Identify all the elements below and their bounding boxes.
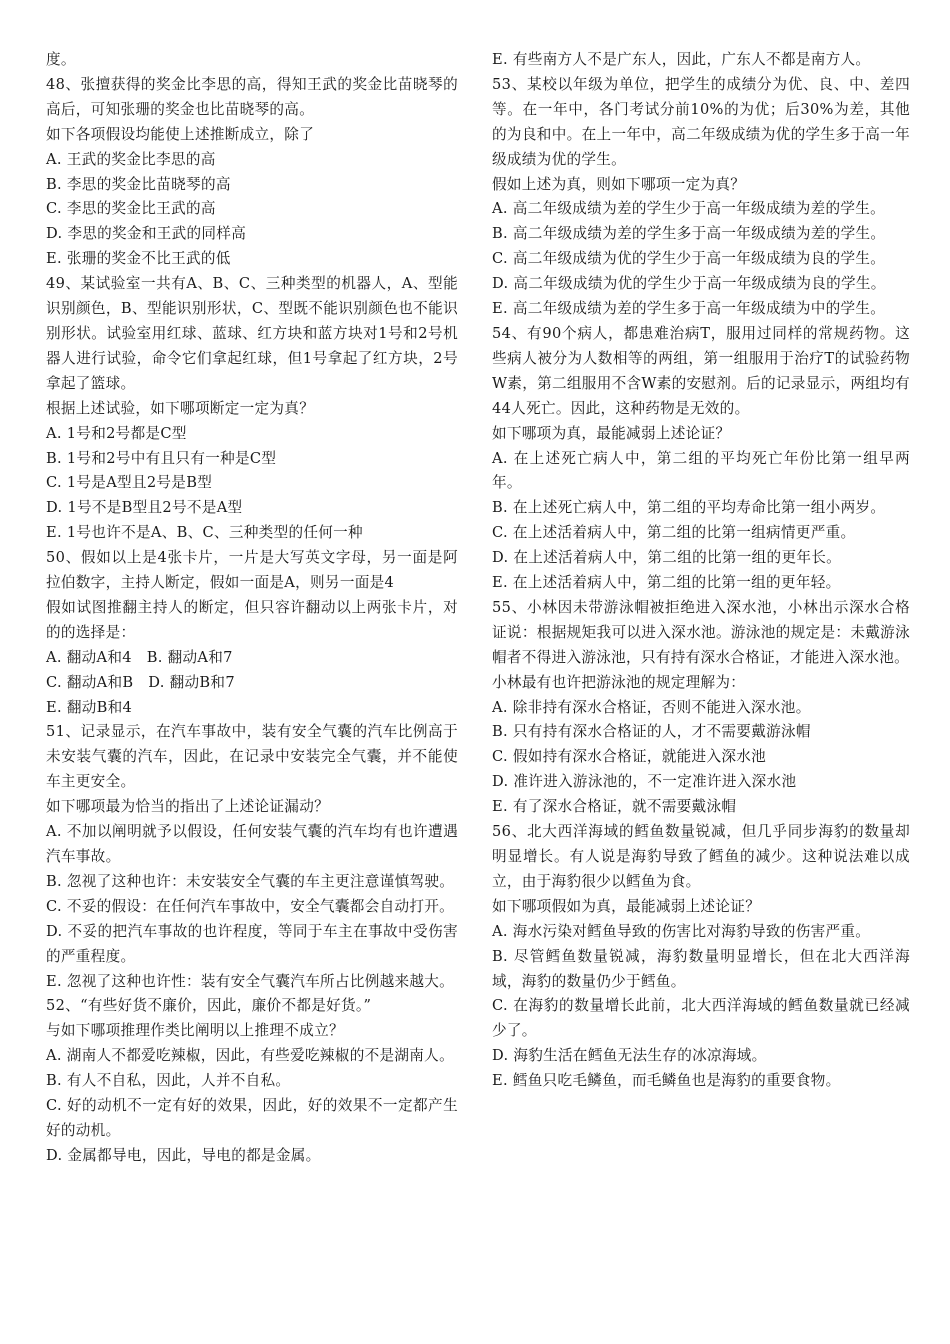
question-53-option-e: E. 高二年级成绩为差的学生多于高一年级成绩为中的学生。 [492,300,886,318]
question-51-option-d: D. 不妥的把汽车事故的也许程度，等同于车主在事故中受伤害的严重程度。 [46,922,458,965]
question-48-option-a: A. 王武的奖金比李思的高 [46,150,216,168]
question-56-option-b: B. 尽管鳕鱼数量锐减，海豹数量明显增长，但在北大西洋海域，海豹的数量仍少于鳕鱼。 [492,947,910,990]
question-50-prompt: 假如试图推翻主持人的断定，但只容许翻动以上两张卡片，对的的选择是： [46,598,458,641]
question-49-option-b: B. 1号和2号中有且只有一种是C型 [46,449,277,467]
question-48-stem: 48、张擅获得的奖金比李思的高，得知王武的奖金比苗晓琴的高后，可知张珊的奖金也比苗晓琴的高。 [46,75,458,118]
question-54-stem: 54、有90个病人，都患难治病T，服用过同样的常规药物。这些病人被分为人数相等的两组，第一组服用于治疗T的试验药物W素，第二组服用不含W素的安慰剂。后的记录显示，两组均有44人死亡。因此，这种药物是无效的。 [492,324,910,417]
question-53-option-a: A. 高二年级成绩为差的学生少于高一年级成绩为差的学生。 [492,200,886,218]
question-55-option-e: E. 有了深水合格证，就不需要戴泳帽 [492,798,737,816]
question-55-option-a: A. 除非持有深水合格证，否则不能进入深水池。 [492,698,811,716]
question-54-prompt: 如下哪项为真，最能减弱上述论证？ [492,424,731,442]
question-53-option-b: B. 高二年级成绩为差的学生多于高一年级成绩为差的学生。 [492,225,886,243]
question-56-stem: 56、北大西洋海域的鳕鱼数量锐减，但几乎同步海豹的数量却明显增长。有人说是海豹导致了鳕鱼的减少。这种说法难以成立，由于海豹很少以鳕鱼为食。 [492,823,910,890]
question-54-option-d: D. 在上述活着病人中，第二组的比第一组的更年长。 [492,549,842,567]
question-49-option-c: C. 1号是A型且2号是B型 [46,474,213,492]
question-52-option-c: C. 好的动机不一定有好的效果，因此，好的效果不一定都产生好的动机。 [46,1097,458,1139]
question-51-option-e: E. 忽视了这种也许性：装有安全气囊汽车所占比例越来越大。 [46,972,455,990]
question-52-option-d: D. 金属都导电，因此，导电的都是金属。 [46,1146,321,1164]
question-49-option-d: D. 1号不是B型且2号不是A型 [46,499,243,517]
question-48-option-e: E. 张珊的奖金不比王武的低 [46,250,231,268]
right-column [492,48,910,1094]
question-55-option-c: C. 假如持有深水合格证，就能进入深水池 [492,748,767,766]
question-50-options-ab: A. 翻动A和4 B. 翻动A和7 [46,648,233,666]
question-55-option-b: B. 只有持有深水合格证的人，才不需要戴游泳帽 [492,723,811,741]
question-50-stem: 50、假如以上是4张卡片，一片是大写英文字母，另一面是阿拉伯数字，主持人断定，假如一面是A，则另一面是4 [46,549,458,592]
question-48-option-d: D. 李思的奖金和王武的同样高 [46,225,247,243]
question-55-option-d: D. 准许进入游泳池的，不一定准许进入深水池 [492,773,797,791]
question-49-option-a: A. 1号和2号都是C型 [46,424,187,442]
question-52-prompt: 与如下哪项推理作类比阐明以上推理不成立？ [46,1022,344,1040]
question-51-option-c: C. 不妥的假设：在任何汽车事故中，安全气囊都会自动打开。 [46,897,455,915]
question-55-stem: 55、小林因未带游泳帽被拒绝进入深水池，小林出示深水合格证说：根据规矩我可以进入深水池。游泳池的规定是：未戴游泳帽者不得进入游泳池，只有持有深水合格证，才能进入深水池。 [492,598,910,666]
question-53-option-d: D. 高二年级成绩为优的学生少于高一年级成绩为良的学生。 [492,275,886,293]
question-52-option-a: A. 湖南人不都爱吃辣椒，因此，有些爱吃辣椒的不是湖南人。 [46,1047,454,1065]
question-50-options-cd: C. 翻动A和B D. 翻动B和7 [46,673,235,691]
question-53-prompt: 假如上述为真，则如下哪项一定为真？ [492,175,746,193]
question-49-prompt: 根据上述试验，如下哪项断定一定为真？ [46,399,315,417]
question-52-option-b: B. 有人不自私，因此，人并不自私。 [46,1072,291,1090]
question-53-option-c: C. 高二年级成绩为优的学生少于高一年级成绩为良的学生。 [492,250,886,268]
question-49-stem: 49、某试验室一共有A、B、C、三种类型的机器人，A、型能识别颜色，B、型能识别形状，C、型既不能识别颜色也不能识别形状。试验室用红球、蓝球、红方块和蓝方块对1号和2号机器人进行试验，命令它们拿起红球，但1号拿起了红方块，2号拿起了篮球。 [46,275,458,392]
question-54-option-b: B. 在上述死亡病人中，第二组的平均寿命比第一组小两岁。 [492,499,886,517]
question-48-prompt: 如下各项假设均能使上述推断成立，除了 [46,125,315,143]
question-56-option-d: D. 海豹生活在鳕鱼无法生存的冰凉海域。 [492,1047,767,1065]
question-51-option-a: A. 不加以阐明就予以假设，任何安装气囊的汽车均有也许遭遇汽车事故。 [46,823,458,865]
question-54-option-c: C. 在上述活着病人中，第二组的比第一组病情更严重。 [492,524,856,542]
left-column [46,48,458,1169]
question-56-option-c: C. 在海豹的数量增长此前，北大西洋海域的鳕鱼数量就已经减少了。 [492,997,910,1040]
question-48-option-c: C. 李思的奖金比王武的高 [46,200,216,218]
text-line: 度。 [46,51,76,68]
question-52-stem: 52、“有些好货不廉价，因此，廉价不都是好货。” [46,997,372,1015]
question-52-option-e: E. 有些南方人不是广东人，因此，广东人不都是南方人。 [492,51,871,68]
question-51-stem: 51、记录显示，在汽车事故中，装有安全气囊的汽车比例高于未安装气囊的汽车，因此，在记录中安装完全气囊，并不能使车主更安全。 [46,723,458,791]
question-50-option-e: E. 翻动B和4 [46,698,133,716]
question-55-prompt: 小林最有也许把游泳池的规定理解为： [492,673,746,691]
question-53-stem: 53、某校以年级为单位，把学生的成绩分为优、良、中、差四等。在一年中，各门考试分前10%的为优；后30%为差，其他的为良和中。在上一年中，高二年级成绩为优的学生多于高一年级成绩为优的学生。 [492,75,910,168]
question-48-option-b: B. 李思的奖金比苗晓琴的高 [46,175,231,193]
question-56-option-a: A. 海水污染对鳕鱼导致的伤害比对海豹导致的伤害严重。 [492,922,871,940]
question-51-prompt: 如下哪项最为恰当的指出了上述论证漏动？ [46,798,329,816]
question-49-option-e: E. 1号也许不是A、B、C、三种类型的任何一种 [46,524,363,542]
question-54-option-a: A. 在上述死亡病人中，第二组的平均死亡年份比第一组早两年。 [492,449,910,492]
question-56-option-e: E. 鳕鱼只吃毛鳞鱼，而毛鳞鱼也是海豹的重要食物。 [492,1072,841,1090]
question-51-option-b: B. 忽视了这种也许：未安装安全气囊的车主更注意谨慎驾驶。 [46,872,455,890]
question-54-option-e: E. 在上述活着病人中，第二组的比第一组的更年轻。 [492,574,841,592]
question-56-prompt: 如下哪项假如为真，最能减弱上述论证？ [492,897,761,915]
